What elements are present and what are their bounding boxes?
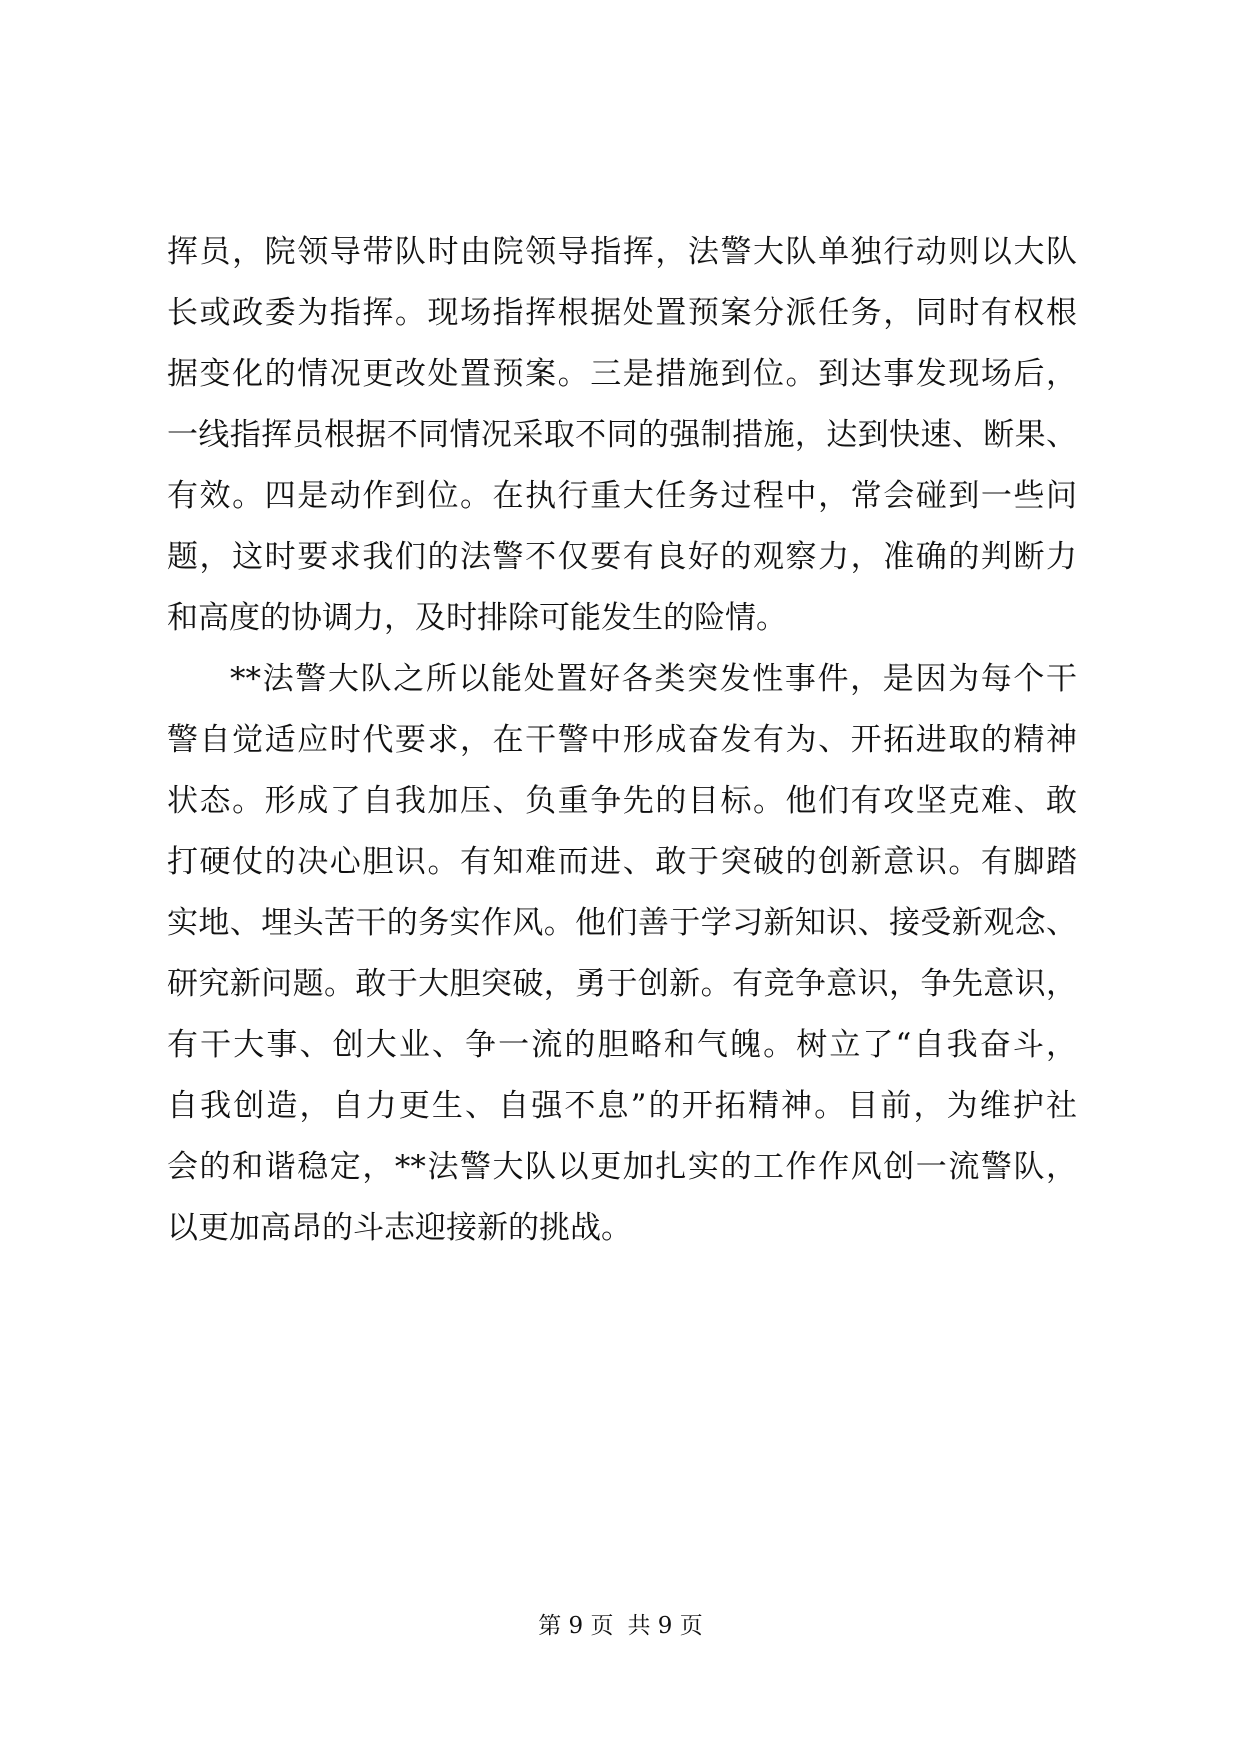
paragraph-2-line: 自我创造，自力更生、自强不息”的开拓精神。目前，为维护社 [167,1088,1077,1124]
paragraph-2-line: 警自觉适应时代要求，在干警中形成奋发有为、开拓进取的精神 [167,722,1077,758]
paragraph-1-line: 挥员，院领导带队时由院领导指挥，法警大队单独行动则以大队 [167,234,1077,270]
paragraph-1-line: 据变化的情况更改处置预案。三是措施到位。到达事发现场后， [167,356,1077,392]
paragraph-1-line: 和高度的协调力，及时排除可能发生的险情。 [167,600,787,636]
paragraph-2-line: 实地、埋头苦干的务实作风。他们善于学习新知识、接受新观念、 [167,905,1077,941]
paragraph-1-line: 一线指挥员根据不同情况采取不同的强制措施，达到快速、断果、 [167,417,1077,453]
paragraph-2-line: 以更加高昂的斗志迎接新的挑战。 [167,1210,632,1246]
page-total: 共 9 页 [627,1613,703,1639]
paragraph-1-line: 题，这时要求我们的法警不仅要有良好的观察力，准确的判断力 [167,539,1077,575]
paragraph-1-line: 长或政委为指挥。现场指挥根据处置预案分派任务，同时有权根 [167,295,1077,331]
paragraph-2-line: **法警大队之所以能处置好各类突发性事件，是因为每个干 [230,661,1077,697]
page-footer [0,1611,1241,1641]
paragraph-2-line: 状态。形成了自我加压、负重争先的目标。他们有攻坚克难、敢 [167,783,1077,819]
paragraph-2-line: 有干大事、创大业、争一流的胆略和气魄。树立了“自我奋斗， [167,1027,1077,1063]
page-number: 第 9 页 [538,1613,614,1639]
paragraph-1-line: 有效。四是动作到位。在执行重大任务过程中，常会碰到一些问 [167,478,1077,514]
body-text [167,222,1077,1259]
paragraph-2-line: 打硬仗的决心胆识。有知难而进、敢于突破的创新意识。有脚踏 [167,844,1077,880]
paragraph-2-line: 研究新问题。敢于大胆突破，勇于创新。有竞争意识，争先意识， [167,966,1077,1002]
paragraph-2-line: 会的和谐稳定，**法警大队以更加扎实的工作作风创一流警队， [167,1149,1077,1185]
